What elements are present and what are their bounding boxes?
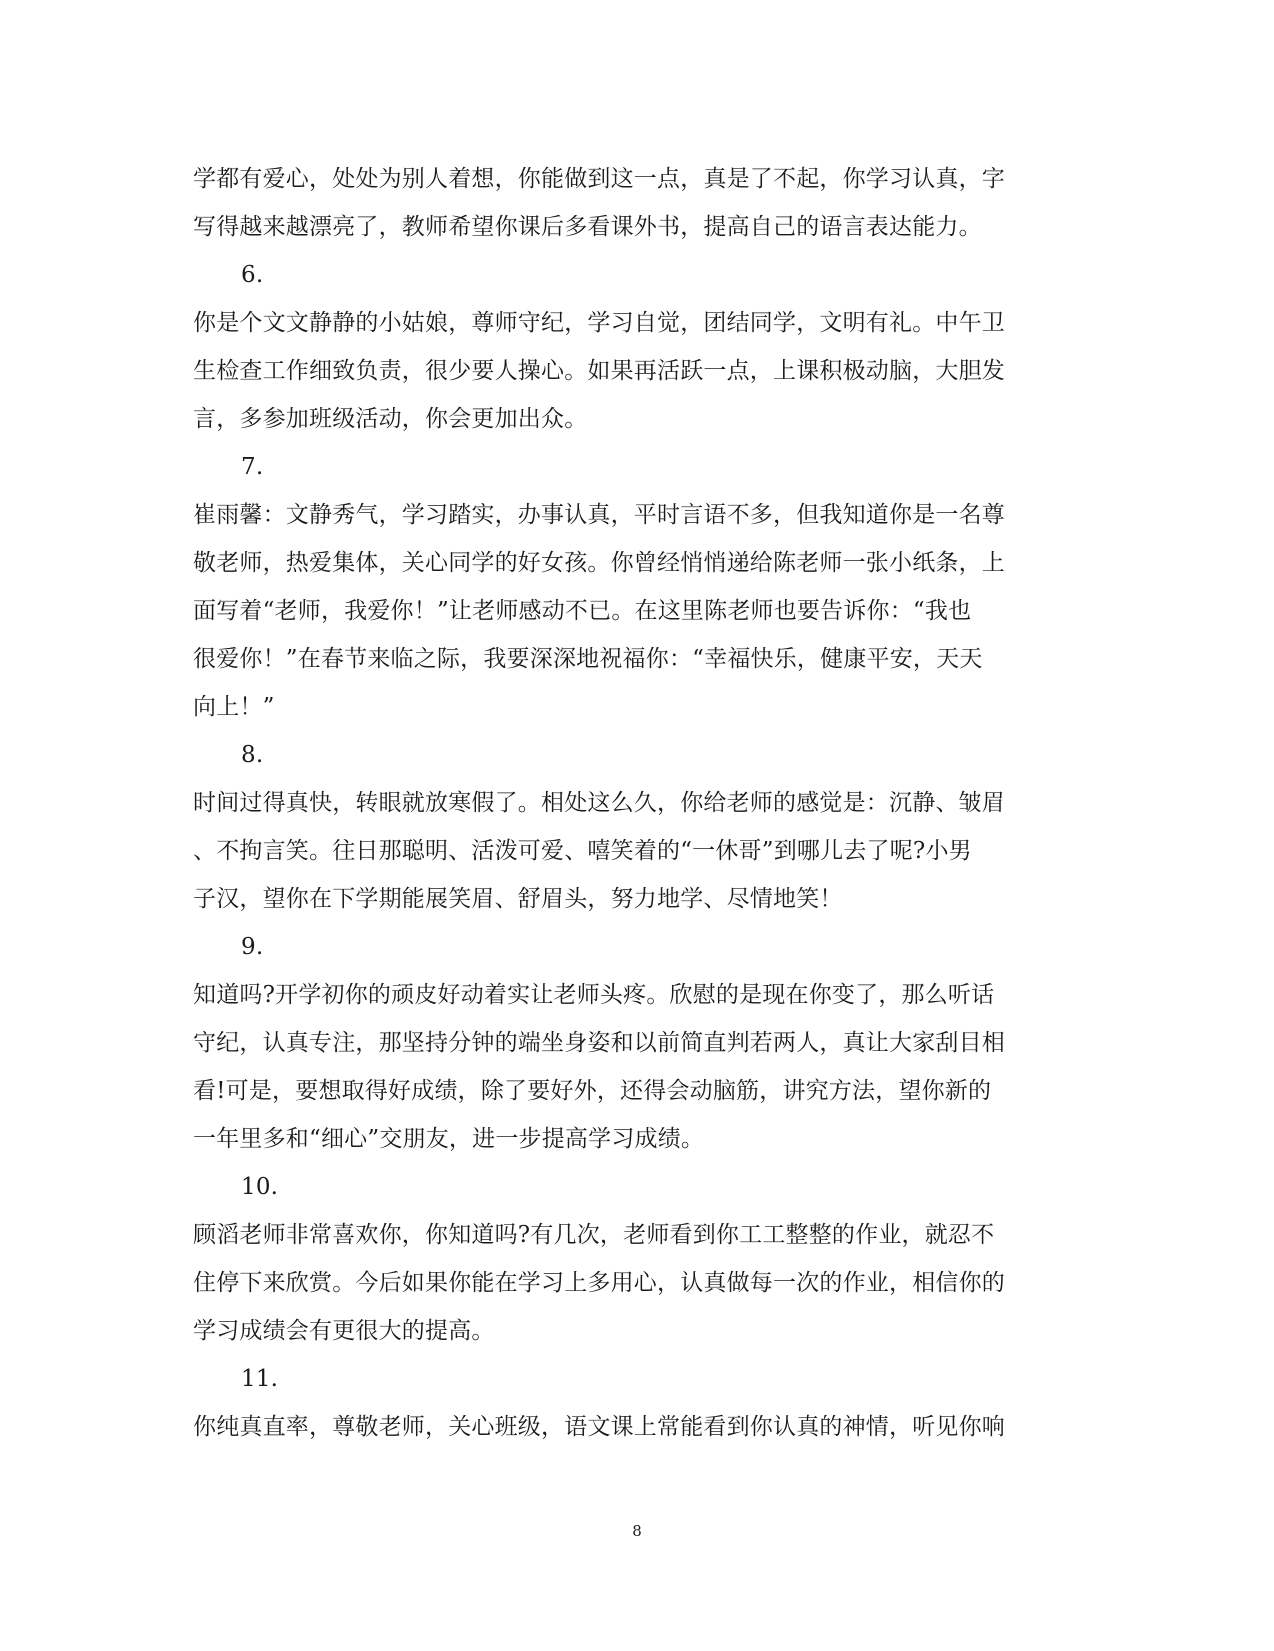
text-line: 你是个文文静静的小姑娘，尊师守纪，学习自觉，团结同学，文明有礼。中午卫 xyxy=(193,310,1005,336)
text-line: 顾滔老师非常喜欢你，你知道吗?有几次，老师看到你工工整整的作业，就忍不 xyxy=(193,1222,995,1248)
text-line: 写得越来越漂亮了，教师希望你课后多看课外书，提高自己的语言表达能力。 xyxy=(193,214,982,240)
item-number: 10. xyxy=(241,1174,279,1200)
text-line: 看!可是，要想取得好成绩，除了要好外，还得会动脑筋，讲究方法，望你新的 xyxy=(193,1078,992,1104)
text-line: 面写着“老师，我爱你！”让老师感动不已。在这里陈老师也要告诉你：“我也 xyxy=(193,598,972,624)
text-line: 生检查工作细致负责，很少要人操心。如果再活跃一点，上课积极动脑，大胆发 xyxy=(193,358,1005,384)
text-line: 很爱你！”在春节来临之际，我要深深地祝福你：“幸福快乐，健康平安，天天 xyxy=(193,646,983,672)
text-line: 子汉，望你在下学期能展笑眉、舒眉头，努力地学、尽情地笑！ xyxy=(193,886,843,912)
text-line: 崔雨馨：文静秀气，学习踏实，办事认真，平时言语不多，但我知道你是一名尊 xyxy=(193,502,1005,528)
text-line: 一年里多和“细心”交朋友，进一步提高学习成绩。 xyxy=(193,1126,705,1152)
text-line: 知道吗?开学初你的顽皮好动着实让老师头疼。欣慰的是现在你变了，那么听话 xyxy=(193,982,995,1008)
text-line: 时间过得真快，转眼就放寒假了。相处这么久，你给老师的感觉是：沉静、皱眉 xyxy=(193,790,1005,816)
text-line: 言，多参加班级活动，你会更加出众。 xyxy=(193,406,588,432)
text-line: 学习成绩会有更很大的提高。 xyxy=(193,1318,495,1344)
item-number: 9. xyxy=(241,934,264,960)
page-number: 8 xyxy=(632,1522,642,1540)
text-line: 、不拘言笑。往日那聪明、活泼可爱、嘻笑着的“一休哥”到哪儿去了呢?小男 xyxy=(193,838,972,864)
text-line: 守纪，认真专注，那坚持分钟的端坐身姿和以前简直判若两人，真让大家刮目相 xyxy=(193,1030,1005,1056)
item-number: 8. xyxy=(241,742,264,768)
item-number: 7. xyxy=(241,454,264,480)
document-body xyxy=(193,155,1073,1451)
text-line: 住停下来欣赏。今后如果你能在学习上多用心，认真做每一次的作业，相信你的 xyxy=(193,1270,1005,1296)
item-number: 11. xyxy=(241,1366,279,1392)
text-line: 你纯真直率，尊敬老师，关心班级，语文课上常能看到你认真的神情，听见你响 xyxy=(193,1414,1005,1440)
text-line: 向上！” xyxy=(193,694,275,720)
item-number: 6. xyxy=(241,262,264,288)
text-line: 学都有爱心，处处为别人着想，你能做到这一点，真是了不起，你学习认真，字 xyxy=(193,166,1005,192)
text-line: 敬老师，热爱集体，关心同学的好女孩。你曾经悄悄递给陈老师一张小纸条，上 xyxy=(193,550,1005,576)
